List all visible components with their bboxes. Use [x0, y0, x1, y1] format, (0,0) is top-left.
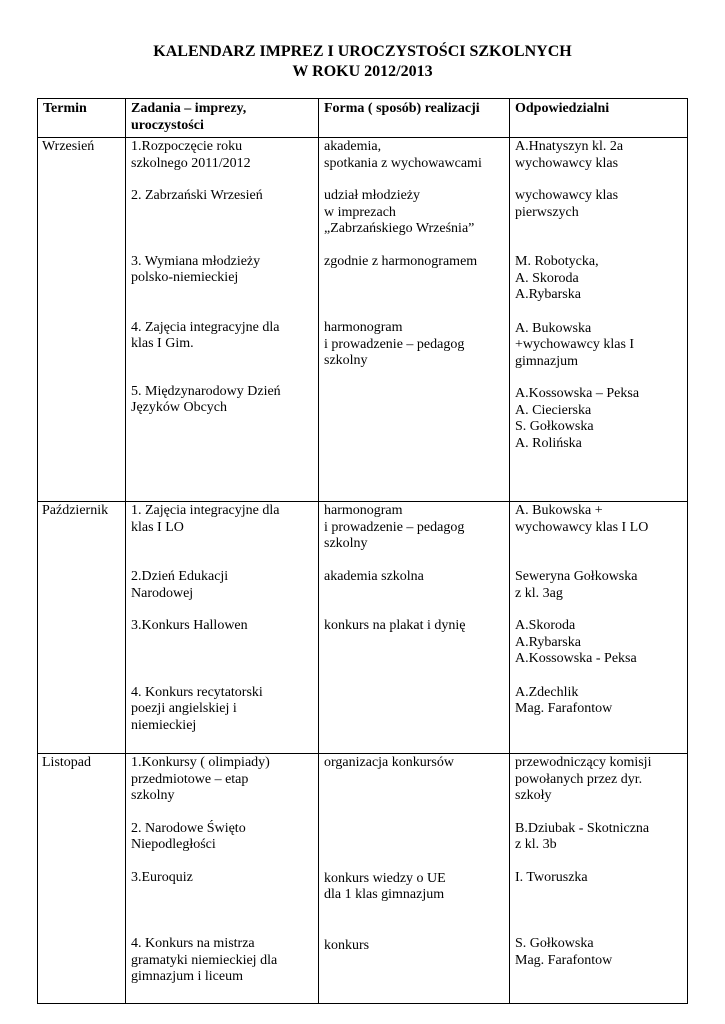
task-item: 2.Dzień Edukacji Narodowej: [131, 569, 229, 601]
responsible-item: A.Kossowska – Peksa A. Ciecierska S. Gołkowska A. Rolińska: [515, 386, 640, 451]
form-item: udział młodzieży w imprezach „Zabrzańskiego Września”: [324, 188, 475, 236]
task-item: 3. Wymiana młodzieży polsko-niemieckiej: [131, 253, 261, 285]
header-termin: Termin: [38, 99, 126, 138]
forma-cell: [319, 138, 510, 502]
task-item: 5. Międzynarodowy Dzień Języków Obcych: [131, 383, 281, 415]
zadania-cell: [126, 754, 319, 1004]
table-row-listopad: [38, 754, 688, 1004]
task-item: 3.Euroquiz: [131, 869, 193, 885]
odpowiedzialni-cell: [510, 502, 688, 754]
table-row-pazdziernik: [38, 502, 688, 754]
responsible-item: M. Robotycka, A. Skoroda A.Rybarska: [515, 254, 599, 302]
responsible-item: A.Zdechlik Mag. Farafontow: [515, 684, 613, 716]
responsible-item: A. Bukowska +wychowawcy klas I gimnazjum: [515, 320, 635, 369]
term-cell: Październik: [38, 502, 126, 754]
form-item: akademia, spotkania z wychowawcami: [324, 139, 482, 171]
forma-cell: [319, 502, 510, 754]
form-item: konkurs na plakat i dynię: [324, 618, 466, 633]
form-item: akademia szkolna: [324, 568, 424, 584]
responsible-item: A.Hnatyszyn kl. 2a wychowawcy klas: [515, 139, 624, 171]
document-title: [0, 42, 725, 82]
term-cell: Wrzesień: [38, 138, 126, 502]
task-item: 4. Konkurs recytatorski poezji angielskiej i niemieckiej: [131, 684, 263, 733]
form-item: zgodnie z harmonogramem: [324, 253, 478, 269]
header-zadania: Zadania – imprezy, uroczystości: [126, 99, 319, 138]
header-row: [38, 99, 688, 138]
odpowiedzialni-cell: [510, 138, 688, 502]
forma-cell: [319, 754, 510, 1004]
task-item: 3.Konkurs Hallowen: [131, 618, 248, 633]
responsible-item: Seweryna Gołkowska z kl. 3ag: [515, 569, 638, 601]
events-calendar-table: [37, 98, 688, 1004]
form-item: konkurs: [324, 937, 370, 953]
responsible-item: B.Dziubak - Skotniczna z kl. 3b: [515, 820, 650, 852]
header-forma: Forma ( sposób) realizacji: [319, 99, 510, 138]
responsible-item: A. Bukowska + wychowawcy klas I LO: [515, 503, 649, 535]
form-item: harmonogram i prowadzenie – pedagog szkolny: [324, 503, 465, 551]
task-item: 2. Zabrzański Wrzesień: [131, 188, 263, 203]
term-cell: Listopad: [38, 754, 126, 1004]
responsible-item: A.Skoroda A.Rybarska A.Kossowska - Peksa: [515, 618, 637, 666]
task-item: 1.Rozpoczęcie roku szkolnego 2011/2012: [131, 139, 251, 171]
title-line-2: W ROKU 2012/2013: [292, 63, 433, 80]
form-item: organizacja konkursów: [324, 755, 454, 770]
responsible-item: przewodniczący komisji powołanych przez dyr. szkoły: [515, 755, 652, 803]
header-odpowiedzialni: Odpowiedzialni: [510, 99, 688, 138]
form-item: harmonogram i prowadzenie – pedagog szkolny: [324, 320, 465, 368]
odpowiedzialni-cell: [510, 754, 688, 1004]
zadania-cell: [126, 502, 319, 754]
table-row-wrzesien: [38, 138, 688, 502]
task-item: 4. Konkurs na mistrza gramatyki niemieckiej dla gimnazjum i liceum: [131, 936, 278, 984]
title-line-1: KALENDARZ IMPREZ I UROCZYSTOŚCI SZKOLNYCH: [153, 43, 572, 60]
responsible-item: wychowawcy klas pierwszych: [515, 188, 619, 220]
form-item: konkurs wiedzy o UE dla 1 klas gimnazjum: [324, 870, 446, 902]
task-item: 1. Zajęcia integracyjne dla klas I LO: [131, 503, 280, 535]
zadania-cell: [126, 138, 319, 502]
task-item: 4. Zajęcia integracyjne dla klas I Gim.: [131, 319, 280, 351]
responsible-item: S. Gołkowska Mag. Farafontow: [515, 936, 613, 968]
task-item: 1.Konkursy ( olimpiady) przedmiotowe – etap szkolny: [131, 755, 270, 803]
responsible-item: I. Tworuszka: [515, 869, 588, 885]
task-item: 2. Narodowe Święto Niepodległości: [131, 820, 246, 852]
